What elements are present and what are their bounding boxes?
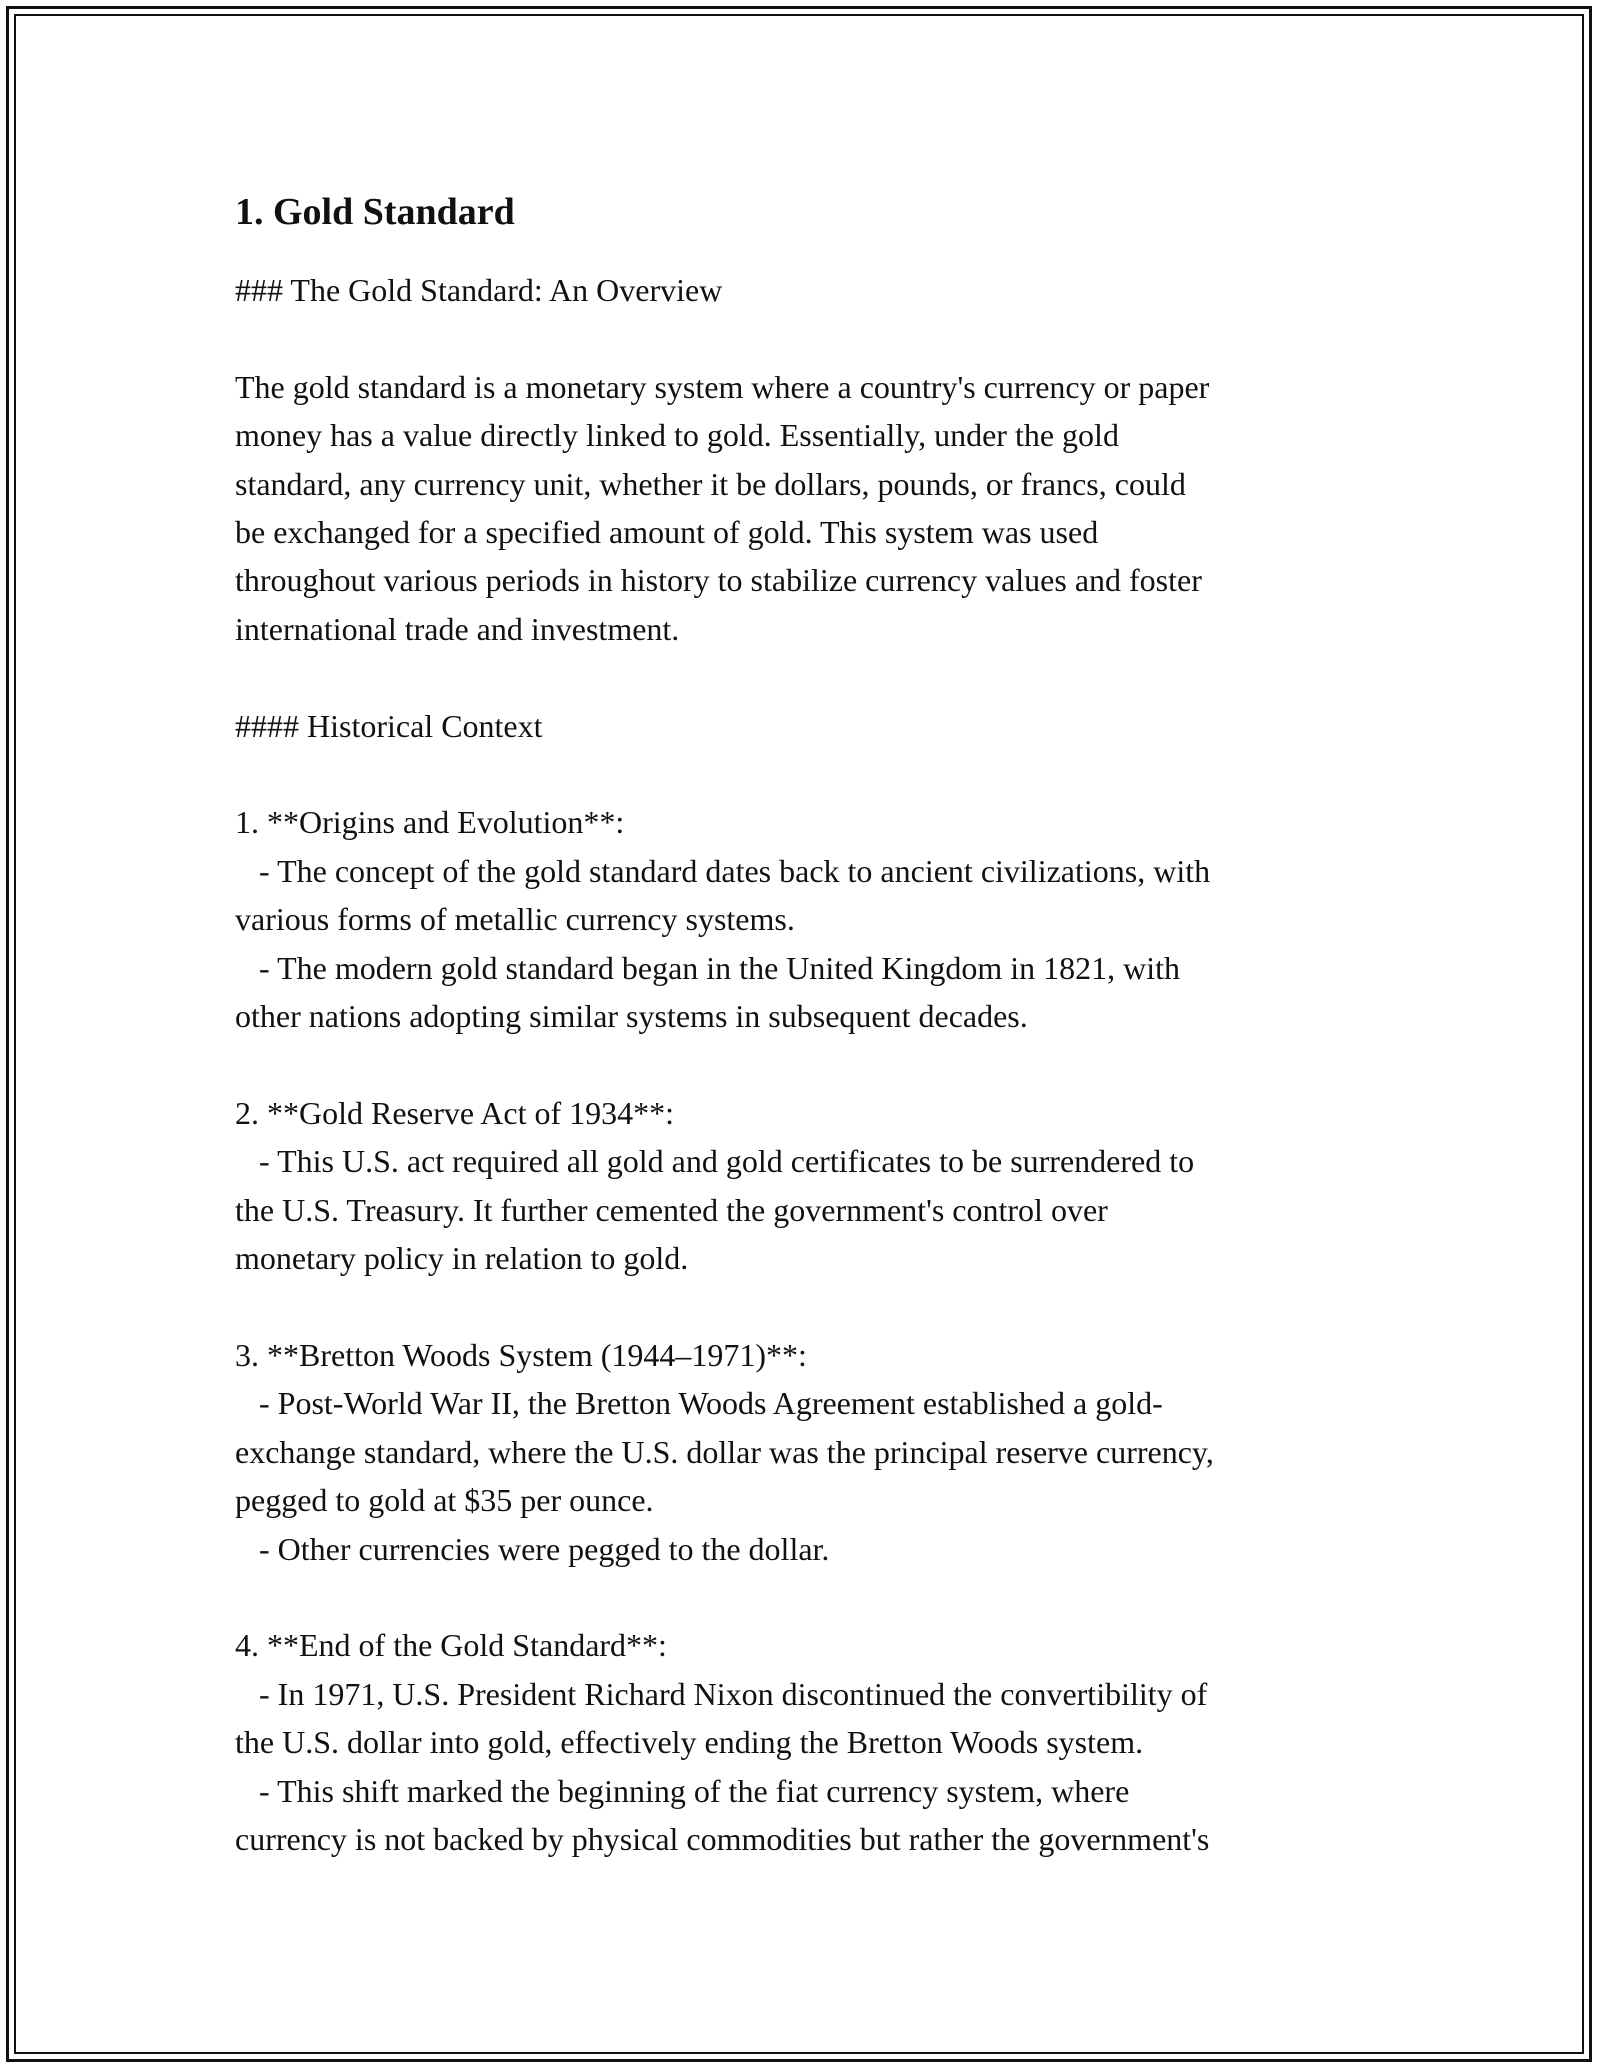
text-line: - Post-World War II, the Bretton Woods Agreement established a gold- <box>235 1385 1163 1422</box>
text-line: money has a value directly linked to gold. Essentially, under the gold <box>235 417 1119 454</box>
text-line: the U.S. dollar into gold, effectively ending the Bretton Woods system. <box>235 1724 1144 1761</box>
text-line: international trade and investment. <box>235 610 680 647</box>
text-line: - The modern gold standard began in the United Kingdom in 1821, with <box>235 949 1181 986</box>
text-line: pegged to gold at $35 per ounce. <box>235 1482 654 1519</box>
blank-line <box>235 1283 1375 1331</box>
text-line: - This U.S. act required all gold and gold certificates to be surrendered to <box>235 1143 1195 1180</box>
text-line: - Other currencies were pegged to the dollar. <box>235 1530 830 1567</box>
text-line: the U.S. Treasury. It further cemented the government's control over <box>235 1191 1108 1228</box>
text-line: - In 1971, U.S. President Richard Nixon discontinued the convertibility of <box>235 1675 1208 1712</box>
text-line: The gold standard is a monetary system where a country's currency or paper <box>235 368 1210 405</box>
document-text <box>235 266 1375 1863</box>
text-line: 3. **Bretton Woods System (1944–1971)**: <box>235 1336 807 1373</box>
document-body <box>235 186 1375 1863</box>
text-line: exchange standard, where the U.S. dollar was the principal reserve currency, <box>235 1433 1214 1470</box>
text-line: currency is not backed by physical commodities but rather the government's <box>235 1821 1210 1857</box>
text-line: - The concept of the gold standard dates back to ancient civilizations, with <box>235 852 1211 889</box>
text-line: be exchanged for a specified amount of gold. This system was used <box>235 514 1099 551</box>
text-line: monetary policy in relation to gold. <box>235 1240 689 1277</box>
text-line: - This shift marked the beginning of the fiat currency system, where <box>235 1772 1130 1809</box>
text-line: 4. **End of the Gold Standard**: <box>235 1627 667 1664</box>
text-line: standard, any currency unit, whether it be dollars, pounds, or francs, could <box>235 465 1186 502</box>
blank-line <box>235 750 1375 798</box>
blank-line <box>235 1573 1375 1621</box>
text-line: various forms of metallic currency systems. <box>235 901 795 938</box>
document-title: 1. Gold Standard <box>235 191 515 233</box>
text-line: 2. **Gold Reserve Act of 1934**: <box>235 1094 675 1131</box>
blank-line <box>235 653 1375 701</box>
blank-line <box>235 1041 1375 1089</box>
text-line: 1. **Origins and Evolution**: <box>235 804 625 841</box>
text-line: other nations adopting similar systems in subsequent decades. <box>235 998 1028 1035</box>
blank-line <box>235 314 1375 362</box>
text-line: #### Historical Context <box>235 707 543 744</box>
text-line: ### The Gold Standard: An Overview <box>235 272 723 308</box>
text-line: throughout various periods in history to stabilize currency values and foster <box>235 562 1202 599</box>
